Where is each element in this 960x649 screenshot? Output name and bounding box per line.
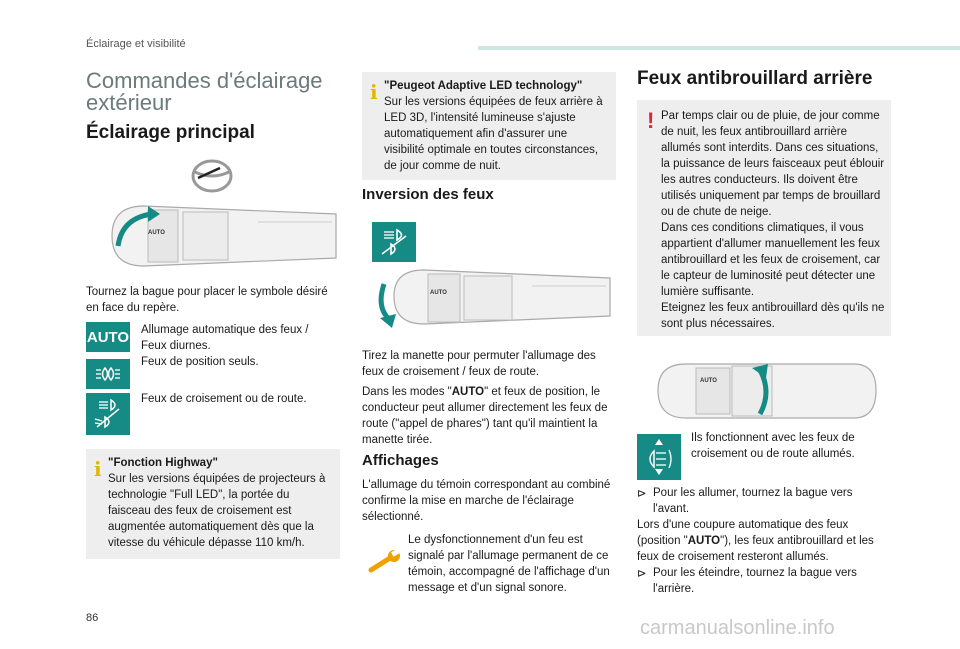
bullet-turn-on bbox=[637, 485, 891, 517]
section-title-line2: extérieur bbox=[86, 90, 172, 115]
running-head: Éclairage et visibilité bbox=[86, 38, 186, 50]
cut-pre: Lors d'une coupure automatique des feux (position " bbox=[637, 519, 849, 547]
beam-lights-icon bbox=[86, 393, 130, 435]
heading-displays: Affichages bbox=[362, 452, 439, 469]
auto-tile-label: AUTO bbox=[86, 328, 130, 346]
rear-fog-icon bbox=[637, 434, 681, 480]
modes-auto: AUTO bbox=[451, 386, 485, 398]
modes-text bbox=[362, 384, 616, 448]
cut-post: "), les feux antibrouillard et les feux de croisement resteront allumés. bbox=[637, 535, 874, 563]
bullet-icon: ⊳ bbox=[637, 566, 647, 580]
bullet-icon: ⊳ bbox=[637, 486, 647, 500]
wrench-warning-icon bbox=[368, 548, 404, 576]
page-number: 86 bbox=[86, 612, 99, 624]
heading-beam-switch: Inversion des feux bbox=[362, 186, 494, 203]
instruction-text: Tournez la bague pour placer le symbole désiré en face du repère. bbox=[86, 286, 328, 314]
info-icon: i bbox=[370, 80, 378, 104]
position-lights-icon bbox=[86, 359, 130, 389]
work-text: Ils fonctionnent avec les feux de croisement ou de route allumés. bbox=[691, 432, 855, 460]
beam-switch-stalk-illustration bbox=[372, 264, 612, 330]
warning-text-1: Par temps clair ou de pluie, de jour comme de nuit, les feux antibrouillard arrière allumés sont interdits. Dans ces situations, la puissance de leurs faisceaux peut éblouir les autres conducteurs. Ils doivent être utilisés uniquement par temps de brouillard ou de chute de neige. bbox=[661, 110, 885, 218]
steering-wheel-icon bbox=[190, 158, 234, 194]
position-text: Feux de position seuls. bbox=[141, 356, 259, 368]
heading-main-lighting: Éclairage principal bbox=[86, 122, 255, 143]
section-title-line1: Commandes d'éclairage bbox=[86, 68, 323, 93]
stalk-auto-mark: AUTO bbox=[148, 230, 165, 236]
section-title bbox=[86, 70, 323, 114]
high-beam-icon bbox=[372, 222, 416, 262]
auto-description bbox=[141, 322, 341, 370]
auto-mode-icon bbox=[86, 322, 130, 352]
info-led-content bbox=[384, 78, 610, 174]
stalk-auto-mark: AUTO bbox=[700, 378, 717, 384]
fault-text: Le dysfonctionnement d'un feu est signalé par l'allumage permanent de ce témoin, accompagné de l'affichage d'un message et d'un signal sonore. bbox=[408, 534, 610, 594]
auto-cut-text bbox=[637, 517, 891, 565]
info-led-title: "Peugeot Adaptive LED technology" bbox=[384, 80, 583, 92]
modes-pre: Dans les modes " bbox=[362, 386, 452, 398]
warning-box bbox=[637, 100, 891, 336]
cut-auto: AUTO bbox=[687, 535, 721, 547]
heading-rear-fog: Feux antibrouillard arrière bbox=[637, 68, 873, 89]
info-highway-title: "Fonction Highway" bbox=[108, 457, 218, 469]
info-highway-body: Sur les versions équipées de projecteurs à technologie "Full LED", la portée du faisceau des feux de croisement est augmentée automatiquement dès que la vitesse du véhicule dépasse 110 km/h. bbox=[108, 473, 326, 549]
header-bar bbox=[478, 46, 960, 50]
info-led-body: Sur les versions équipées de feux arrière à LED 3D, l'intensité lumineuse s'ajuste automatiquement afin d'assurer une visibilité optimale en toutes circonstances, de jour comme de nuit. bbox=[384, 96, 603, 172]
warning-text-2: Dans ces conditions climatiques, il vous appartient d'allumer manuellement les feux antibrouillard et les feux de croisement, car le capteur de luminosité peut détecter une lumière suffisante. bbox=[661, 222, 881, 298]
modes-post: " et feux de position, le conducteur peut allumer directement les feux de route ("appel de phares") tant qu'il maintient la manette tirée. bbox=[362, 386, 608, 446]
info-icon: i bbox=[94, 457, 102, 481]
rear-fog-stalk-illustration bbox=[656, 356, 878, 426]
warning-content bbox=[661, 108, 887, 332]
info-box-highway bbox=[86, 449, 340, 559]
auto-text-2: Feux diurnes. bbox=[141, 340, 211, 352]
beam-text: Feux de croisement ou de route. bbox=[141, 393, 307, 405]
warning-text-3: Eteignez les feux antibrouillard dès qu'ils ne sont plus nécessaires. bbox=[661, 302, 885, 330]
bullet-on-text: Pour les allumer, tournez la bague vers l'avant. bbox=[653, 487, 853, 515]
watermark: carmanualsonline.info bbox=[640, 617, 835, 639]
display-text: L'allumage du témoin correspondant au combiné confirme la mise en marche de l'éclairage sélectionné. bbox=[362, 479, 611, 523]
stalk-auto-mark: AUTO bbox=[430, 290, 447, 296]
bullet-turn-off bbox=[637, 565, 891, 597]
auto-text-1: Allumage automatique des feux / bbox=[141, 324, 309, 336]
light-stalk-illustration bbox=[108, 200, 340, 272]
fog-instructions bbox=[637, 485, 891, 597]
info-box-adaptive-led bbox=[362, 72, 616, 180]
bullet-off-text: Pour les éteindre, tournez la bague vers l'arrière. bbox=[653, 567, 857, 595]
warning-icon: ! bbox=[647, 108, 655, 133]
pull-text: Tirez la manette pour permuter l'allumage des feux de croisement / feux de route. bbox=[362, 350, 596, 378]
info-highway-content bbox=[108, 455, 334, 551]
